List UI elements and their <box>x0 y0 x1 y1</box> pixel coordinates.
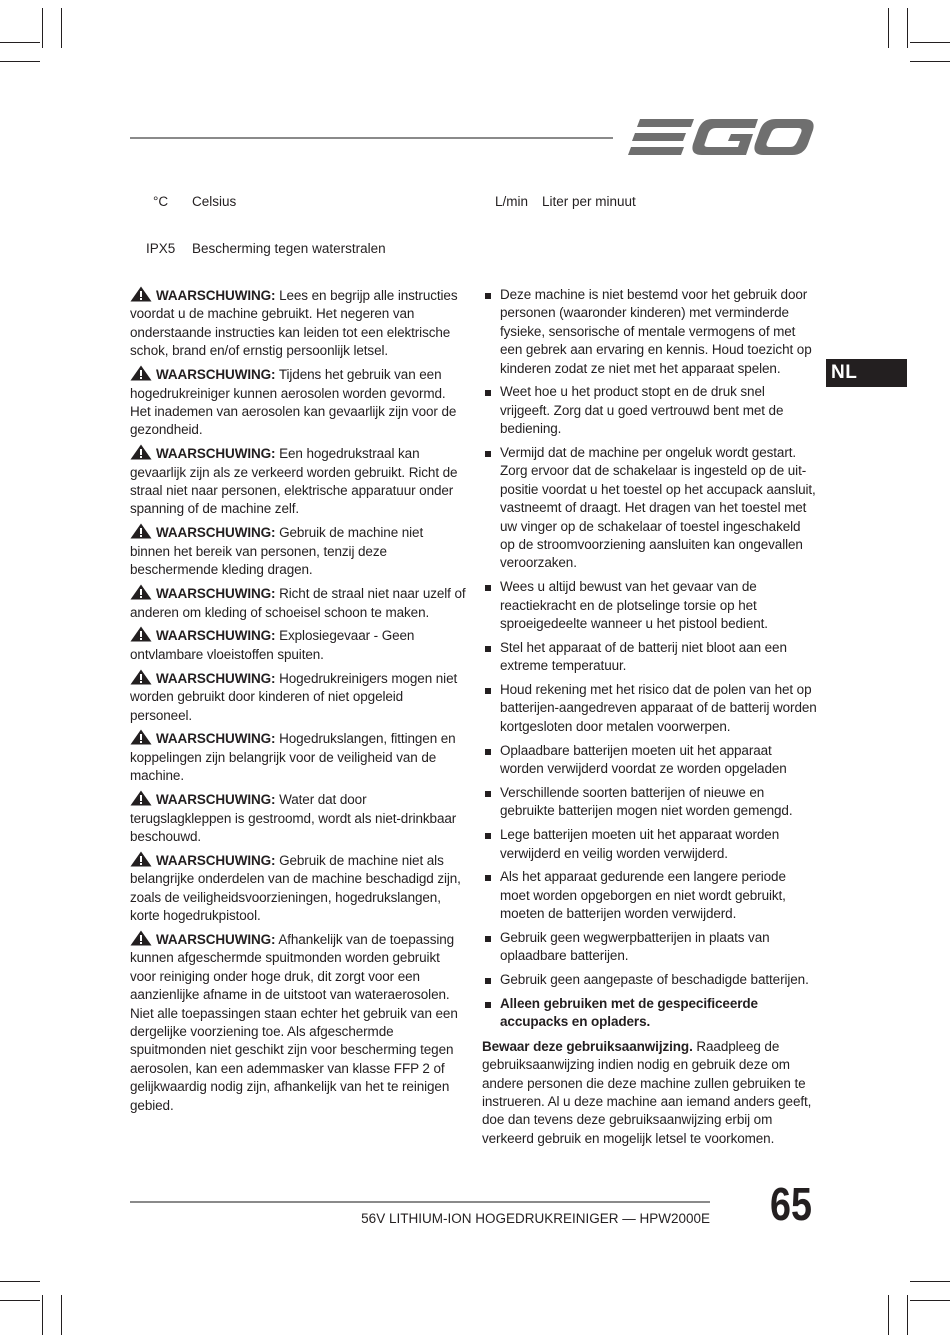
warning-text: Een hogedrukstraal kan gevaarlijk zijn als ze verkeerd worden gebruikt. Richt de straal niet naar personen, elektrische apparatuur onder spanning of de machine zelf. <box>130 446 458 517</box>
warning-paragraph <box>130 729 466 785</box>
safety-list-text: Verschillende soorten batterijen of nieuwe en gebruikte batterijen mogen niet worden gemengd. <box>500 784 793 819</box>
bullet-square-icon <box>485 875 491 881</box>
safety-list-text: Vermijd dat de machine per ongeluk wordt gestart. Zorg ervoor dat de schakelaar is ingesteld op de uit-positie voordat u het toestel op het accupack aansluit, vastneemt of draagt. Het dragen van het toestel met uw vinger op de schakelaar of toestel ingeschakeld op de stroomvoorziening aansluiten kan ongevallen veroorzaken. <box>500 445 816 571</box>
warning-text: Hogedrukreinigers mogen niet worden gebruikt door kinderen of niet opgeleid personeel. <box>130 670 458 723</box>
bullet-square-icon <box>485 390 491 396</box>
warning-label: WAARSCHUWING: <box>156 525 276 541</box>
bullet-square-icon <box>485 978 491 984</box>
unit-symbol: °C <box>153 194 169 209</box>
warning-text: Hogedrukslangen, fittingen en koppelingen zijn belangrijk voor de veiligheid van de machine. <box>130 731 456 784</box>
bullet-square-icon <box>485 833 491 839</box>
page-number: 65 <box>770 1178 812 1230</box>
safety-list-item <box>482 868 818 923</box>
header-rule <box>130 137 613 139</box>
crop-mark <box>910 42 950 43</box>
safety-list-text: Gebruik geen aangepaste of beschadigde batterijen. <box>500 972 809 988</box>
bullet-square-icon <box>485 1002 491 1008</box>
safety-column <box>482 286 818 1148</box>
footer-product-title: 56V LITHIUM-ION HOGEDRUKREINIGER — HPW2000E <box>361 1211 710 1226</box>
warning-triangle-icon <box>130 523 152 539</box>
crop-mark <box>0 61 40 62</box>
warning-triangle-icon <box>130 444 152 460</box>
crop-mark <box>888 8 889 48</box>
warning-paragraph <box>130 444 466 519</box>
crop-mark <box>910 1300 950 1301</box>
crop-mark <box>0 1300 40 1301</box>
unit-meaning: Celsius <box>192 194 237 209</box>
warning-label: WAARSCHUWING: <box>156 367 276 383</box>
crop-mark <box>910 1281 950 1282</box>
unit-symbol: IPX5 <box>146 241 176 256</box>
crop-mark <box>61 8 62 48</box>
safety-list-item <box>482 444 818 573</box>
warning-label: WAARSCHUWING: <box>156 731 276 747</box>
safety-list-item <box>482 742 818 779</box>
unit-symbol: L/min <box>495 194 529 209</box>
warning-label: WAARSCHUWING: <box>156 586 276 602</box>
unit-meaning: Bescherming tegen waterstralen <box>192 241 386 256</box>
safety-list-item <box>482 681 818 736</box>
warning-text: Lees en begrijp alle instructies voordat u de machine gebruikt. Het negeren van onderstaande instructies kan leiden tot een elektrische schok, brand en/of ernstig persoonlijk letsel. <box>130 288 458 359</box>
warning-paragraph <box>130 286 466 361</box>
footer-rule <box>130 1201 710 1203</box>
warning-triangle-icon <box>130 790 152 806</box>
safety-list-item <box>482 639 818 676</box>
bullet-square-icon <box>485 936 491 942</box>
unit-meaning: Liter per minuut <box>542 194 636 209</box>
warning-triangle-icon <box>130 669 152 685</box>
warning-paragraph <box>130 523 466 579</box>
closing-paragraph <box>482 1038 818 1148</box>
crop-mark <box>0 42 40 43</box>
bullet-square-icon <box>485 646 491 652</box>
safety-list-text: Gebruik geen wegwerpbatterijen in plaats van oplaadbare batterijen. <box>500 929 770 964</box>
warning-label: WAARSCHUWING: <box>156 932 276 947</box>
safety-list-text: Wees u altijd bewust van het gevaar van de reactiekracht en de plotselinge torsie op het sproeigedeelte wanneer u het pistool bedient. <box>500 579 768 632</box>
safety-list-item <box>482 929 818 966</box>
safety-list-text: Alleen gebruiken met de gespecificeerde accupacks en opladers. <box>500 995 758 1030</box>
warning-label: WAARSCHUWING: <box>156 792 276 808</box>
warning-label: WAARSCHUWING: <box>156 628 276 644</box>
warning-paragraph <box>130 365 466 440</box>
crop-mark <box>907 1295 908 1335</box>
closing-text: Raadpleeg de gebruiksaanwijzing indien nodig en gebruik deze om andere personen die deze machine zullen gebruiken te instrueren. Al u deze machine aan iemand anders geeft, doe dan tevens deze gebruiksaanwijzing erbij om verkeerd gebruik en mogelijk letsel te voorkomen. <box>482 1038 812 1146</box>
safety-list-item <box>482 286 818 378</box>
safety-list-item <box>482 383 818 438</box>
warning-label: WAARSCHUWING: <box>156 670 276 686</box>
safety-list-item <box>482 995 818 1032</box>
crop-mark <box>42 1295 43 1335</box>
safety-list-text: Weet hoe u het product stopt en de druk snel vrijgeeft. Zorg dat u goed vertrouwd bent met de bediening. <box>500 384 784 437</box>
warning-label: WAARSCHUWING: <box>156 288 276 303</box>
crop-mark <box>910 61 950 62</box>
warning-text: Gebruik de machine niet als belangrijke onderdelen van de machine beschadigd zijn, zoals de veiligheidsvoorzieningen, hogedrukslangen, korte hogedrukpistool. <box>130 852 461 924</box>
safety-list <box>482 286 818 1032</box>
warning-label: WAARSCHUWING: <box>156 852 276 868</box>
warning-text: Afhankelijk van de toepassing kunnen afgeschermde spuitmonden worden gebruikt voor reiniging onder hoge druk, dit zorgt voor een aanzienlijke afname in de uitstoot van wateraerosolen. Niet alle toepassingen staan echter het gebruik van een dergelijke voorziening toe. Als afgeschermde spuitmonden niet geschikt zijn voor bescherming tegen aerosolen, kan een ademmasker van klasse FFP 2 of gelijkwaardig nodig zijn, afhankelijk van het te reinigen gebied. <box>130 932 458 1113</box>
safety-list-item <box>482 784 818 821</box>
warning-paragraph <box>130 626 466 664</box>
safety-list-text: Houd rekening met het risico dat de polen van het op batterijen-aangedreven apparaat of de batterij worden kortgesloten door metalen voorwerpen. <box>500 682 817 734</box>
bullet-square-icon <box>485 585 491 591</box>
safety-list-text: Stel het apparaat of de batterij niet bloot aan een extreme temperatuur. <box>500 639 787 674</box>
warning-text: Water dat door terugslagkleppen is gestroomd, wordt als niet-drinkbaar beschouwd. <box>130 792 457 844</box>
warning-triangle-icon <box>130 286 152 302</box>
safety-list-text: Deze machine is niet bestemd voor het gebruik door personen (waaronder kinderen) met verminderde fysieke, sensorische of mentale vermogens of met een gebrek aan ervaring en kennis. Houd toezicht op kinderen zodat ze niet met het apparaat spelen. <box>500 287 812 376</box>
warning-triangle-icon <box>130 729 152 745</box>
warning-paragraph <box>130 851 466 926</box>
warnings-column <box>130 286 466 1120</box>
warning-text: Explosiegevaar - Geen ontvlambare vloeistoffen spuiten. <box>130 628 415 662</box>
safety-list-text: Oplaadbare batterijen moeten uit het apparaat worden verwijderd voordat ze worden opgeladen <box>500 742 787 777</box>
warning-paragraph <box>130 930 466 1115</box>
warning-label: WAARSCHUWING: <box>156 446 276 462</box>
safety-list-item <box>482 578 818 633</box>
bullet-square-icon <box>485 791 491 797</box>
warning-triangle-icon <box>130 365 152 381</box>
warning-triangle-icon <box>130 930 152 946</box>
warning-paragraph <box>130 584 466 622</box>
warning-text: Tijdens het gebruik van een hogedrukreiniger kunnen aerosolen worden gevormd. Het inademen van aerosolen kan gevaarlijk zijn voor de gezondheid. <box>130 367 457 438</box>
language-tab: NL <box>826 359 907 387</box>
safety-list-text: Als het apparaat gedurende een langere periode moet worden opgeborgen en niet wordt gebruikt, moeten de batterijen worden verwijderd. <box>500 869 786 922</box>
warning-triangle-icon <box>130 584 152 600</box>
crop-mark <box>61 1295 62 1335</box>
ego-logo <box>628 116 814 160</box>
crop-mark <box>888 1295 889 1335</box>
warning-text: Gebruik de machine niet binnen het bereik van personen, tenzij deze beschermende kleding dragen. <box>130 525 424 578</box>
warning-paragraph <box>130 790 466 846</box>
warning-triangle-icon <box>130 851 152 867</box>
bullet-square-icon <box>485 749 491 755</box>
safety-list-item <box>482 826 818 863</box>
bullet-square-icon <box>485 688 491 694</box>
warning-text: Richt de straal niet naar uzelf of anderen om kleding of schoeisel schoon te maken. <box>130 586 466 620</box>
crop-mark <box>907 8 908 48</box>
bullet-square-icon <box>485 451 491 457</box>
safety-list-item <box>482 971 818 989</box>
warning-paragraph <box>130 669 466 725</box>
closing-lead: Bewaar deze gebruiksaanwijzing. <box>482 1038 693 1054</box>
warning-triangle-icon <box>130 626 152 642</box>
safety-list-text: Lege batterijen moeten uit het apparaat worden verwijderd en veilig worden verwijderd. <box>500 827 780 861</box>
crop-mark <box>0 1281 40 1282</box>
bullet-square-icon <box>485 293 491 299</box>
crop-mark <box>42 8 43 48</box>
